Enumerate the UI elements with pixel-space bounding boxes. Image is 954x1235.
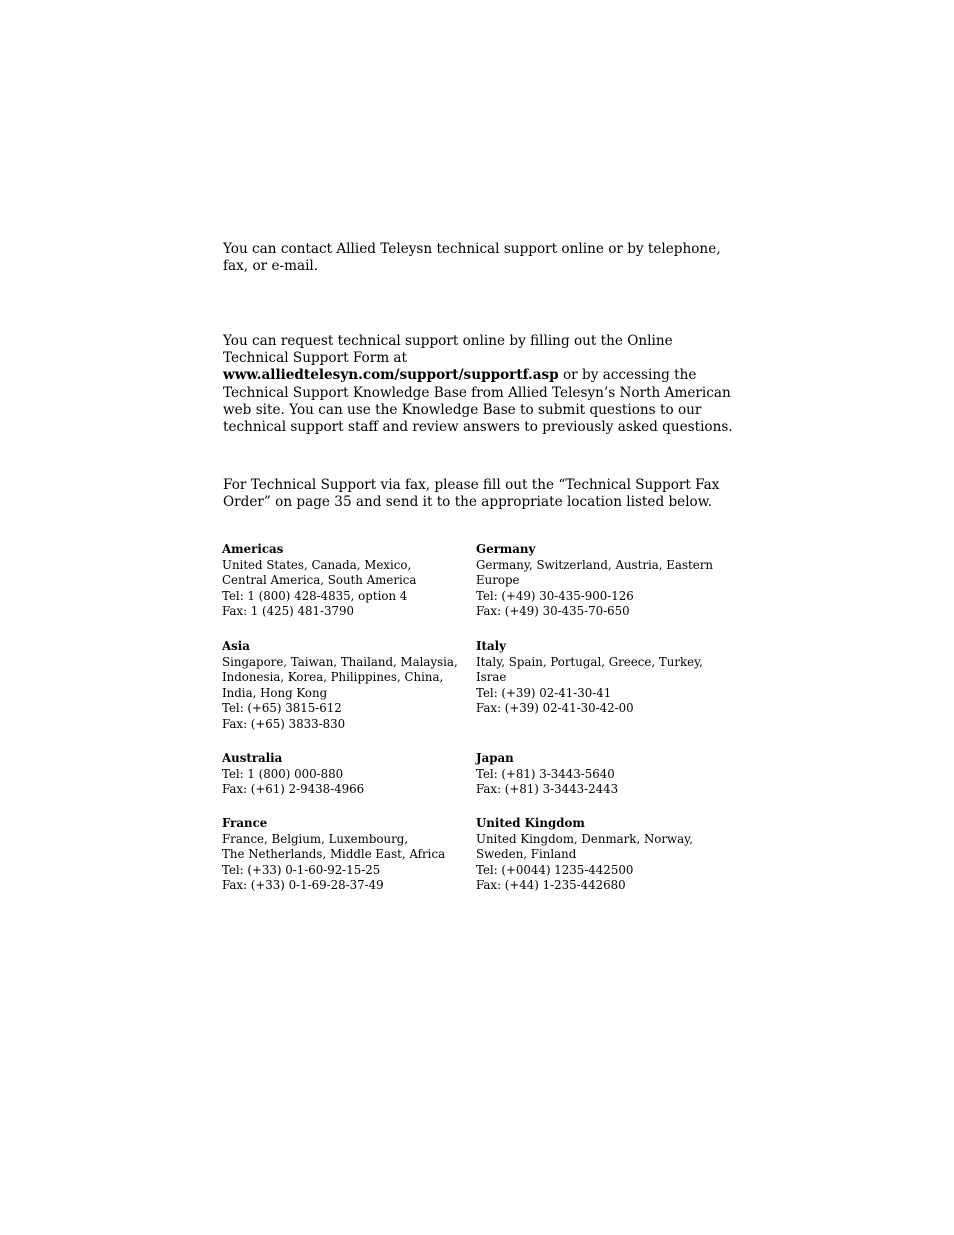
office-fax: Fax: (+33) 0-1-69-28-37-49 [222,878,384,893]
office-tel: Tel: (+0044) 1235-442500 [476,862,634,877]
online-support-paragraph [223,333,733,436]
office-line: Central America, South America [222,573,417,588]
office-tel: Tel: 1 (800) 428-4835, option 4 [222,588,408,603]
office-name: Australia [222,751,283,765]
office-australia [222,751,472,798]
office-tel: Tel: 1 (800) 000-880 [222,766,344,781]
online-text-after: or by accessing the Technical Support Knowledge Base from Allied Telesyn’s North American web site. You can use the Knowledge Base to submit questions to our technical support staff and review answers to previously asked questions. [223,367,733,436]
office-tel: Tel: (+65) 3815-612 [222,701,342,716]
office-japan [476,751,726,798]
office-fax: Fax: (+65) 3833-830 [222,716,346,731]
office-line: United Kingdom, Denmark, Norway, [476,831,693,846]
intro-paragraph: You can contact Allied Teleysn technical support online or by telephone, fax, or e-mail. [223,241,721,275]
support-form-url: www.alliedtelesyn.com/support/supportf.asp [223,367,559,384]
office-line: Indonesia, Korea, Philippines, China, [222,670,444,685]
office-name: United Kingdom [476,816,585,830]
office-line: Germany, Switzerland, Austria, Eastern [476,557,713,572]
office-name: Germany [476,542,536,556]
office-united-kingdom [476,816,726,894]
office-italy [476,639,726,717]
office-line: France, Belgium, Luxembourg, [222,831,409,846]
office-name: Italy [476,639,506,653]
office-line: The Netherlands, Middle East, Africa [222,847,446,862]
office-tel: Tel: (+49) 30-435-900-126 [476,588,634,603]
office-name: Japan [476,751,514,765]
office-line: Italy, Spain, Portugal, Greece, Turkey, [476,654,703,669]
office-line: Singapore, Taiwan, Thailand, Malaysia, [222,654,458,669]
office-tel: Tel: (+81) 3-3443-5640 [476,766,615,781]
online-text-before: You can request technical support online by filling out the Online Technical Support Form at [223,333,673,367]
office-name: Asia [222,639,250,653]
office-germany [476,542,726,620]
office-line: Europe [476,573,520,588]
office-line: India, Hong Kong [222,685,328,700]
office-tel: Tel: (+33) 0-1-60-92-15-25 [222,862,381,877]
office-name: Americas [222,542,284,556]
office-fax: Fax: (+81) 3-3443-2443 [476,782,619,797]
office-fax: Fax: (+49) 30-435-70-650 [476,604,630,619]
office-fax: Fax: 1 (425) 481-3790 [222,604,355,619]
office-france [222,816,472,894]
office-fax: Fax: (+44) 1-235-442680 [476,878,626,893]
office-tel: Tel: (+39) 02-41-30-41 [476,685,612,700]
office-line: Israe [476,670,507,685]
office-asia [222,639,472,733]
office-fax: Fax: (+61) 2-9438-4966 [222,782,365,797]
fax-support-paragraph: For Technical Support via fax, please fill out the “Technical Support Fax Order” on page 35 and send it to the appropriate location listed below. [223,477,720,511]
office-line: Sweden, Finland [476,847,577,862]
office-fax: Fax: (+39) 02-41-30-42-00 [476,701,634,716]
office-americas [222,542,472,620]
office-name: France [222,816,268,830]
office-line: United States, Canada, Mexico, [222,557,412,572]
